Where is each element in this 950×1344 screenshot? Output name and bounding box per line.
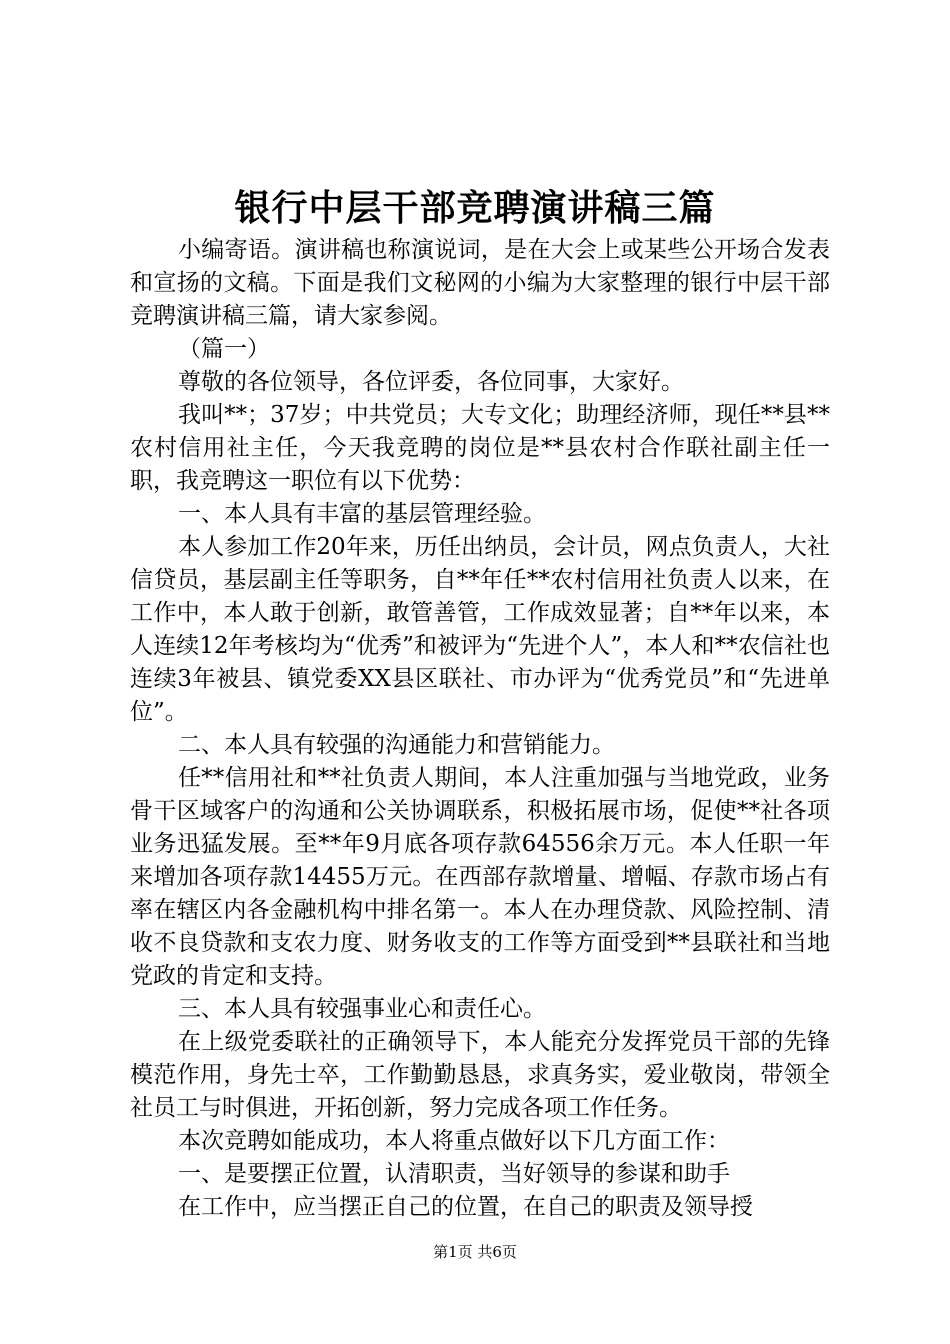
paragraph-self-introduction: 我叫**；37岁；中共党员；大专文化；助理经济师，现任**县**农村信用社主任，今天我竞聘的岗位是**县农村合作联社副主任一职，我竞聘这一职位有以下优势： (130, 402, 830, 494)
paragraph-heading-3: 三、本人具有较强事业心和责任心。 (178, 996, 546, 1022)
paragraph-plan-detail: 在工作中，应当摆正自己的位置，在自己的职责及领导授 (178, 1194, 753, 1220)
document-title: 银行中层干部竞聘演讲稿三篇 (234, 187, 716, 229)
paragraph-heading-1: 一、本人具有丰富的基层管理经验。 (178, 501, 546, 527)
paragraph-experience: 本人参加工作20年来，历任出纳员，会计员，网点负责人，大社信贷员，基层副主任等职务，自**年任**农村信用社负责人以来，在工作中，本人敢于创新，敢管善管，工作成效显著；自**年以来，本人连续12年考核均为“优秀”和被评为“先进个人”，本人和**农信社也连续3年被县、镇党委XX县区联社、市办评为“优秀党员”和“先进单位”。 (130, 534, 830, 725)
paragraph-plan-item-1: 一、是要摆正位置，认清职责，当好领导的参谋和助手 (178, 1161, 730, 1187)
paragraph-responsibility: 在上级党委联社的正确领导下，本人能充分发挥党员干部的先锋模范作用，身先士卒，工作勤勤恳恳，求真务实，爱业敬岗，带领全社员工与时俱进，开拓创新，努力完成各项工作任务。 (130, 1029, 830, 1121)
paragraph-communication: 任**信用社和**社负责人期间，本人注重加强与当地党政，业务骨干区域客户的沟通和公关协调联系，积极拓展市场，促使**社各项业务迅猛发展。至**年9月底各项存款64556余万元。本人任职一年来增加各项存款14455万元。在西部存款增量、增幅、存款市场占有率在辖区内各金融机构中排名第一。本人在办理贷款、风险控制、清收不良贷款和支农力度、财务收支的工作等方面受到**县联社和当地党政的肯定和支持。 (130, 765, 830, 989)
paragraph-plan-intro: 本次竞聘如能成功，本人将重点做好以下几方面工作： (178, 1128, 730, 1154)
page-footer: 第1页 共6页 (433, 1243, 517, 1261)
paragraph-greeting: 尊敬的各位领导，各位评委，各位同事，大家好。 (178, 369, 684, 395)
paragraph-heading-2: 二、本人具有较强的沟通能力和营销能力。 (178, 732, 615, 758)
paragraph-section-label: （篇一） (178, 336, 270, 362)
document-body (130, 234, 830, 1224)
paragraph-intro: 小编寄语。演讲稿也称演说词，是在大会上或某些公开场合发表和宣扬的文稿。下面是我们文秘网的小编为大家整理的银行中层干部竞聘演讲稿三篇，请大家参阅。 (130, 237, 830, 329)
